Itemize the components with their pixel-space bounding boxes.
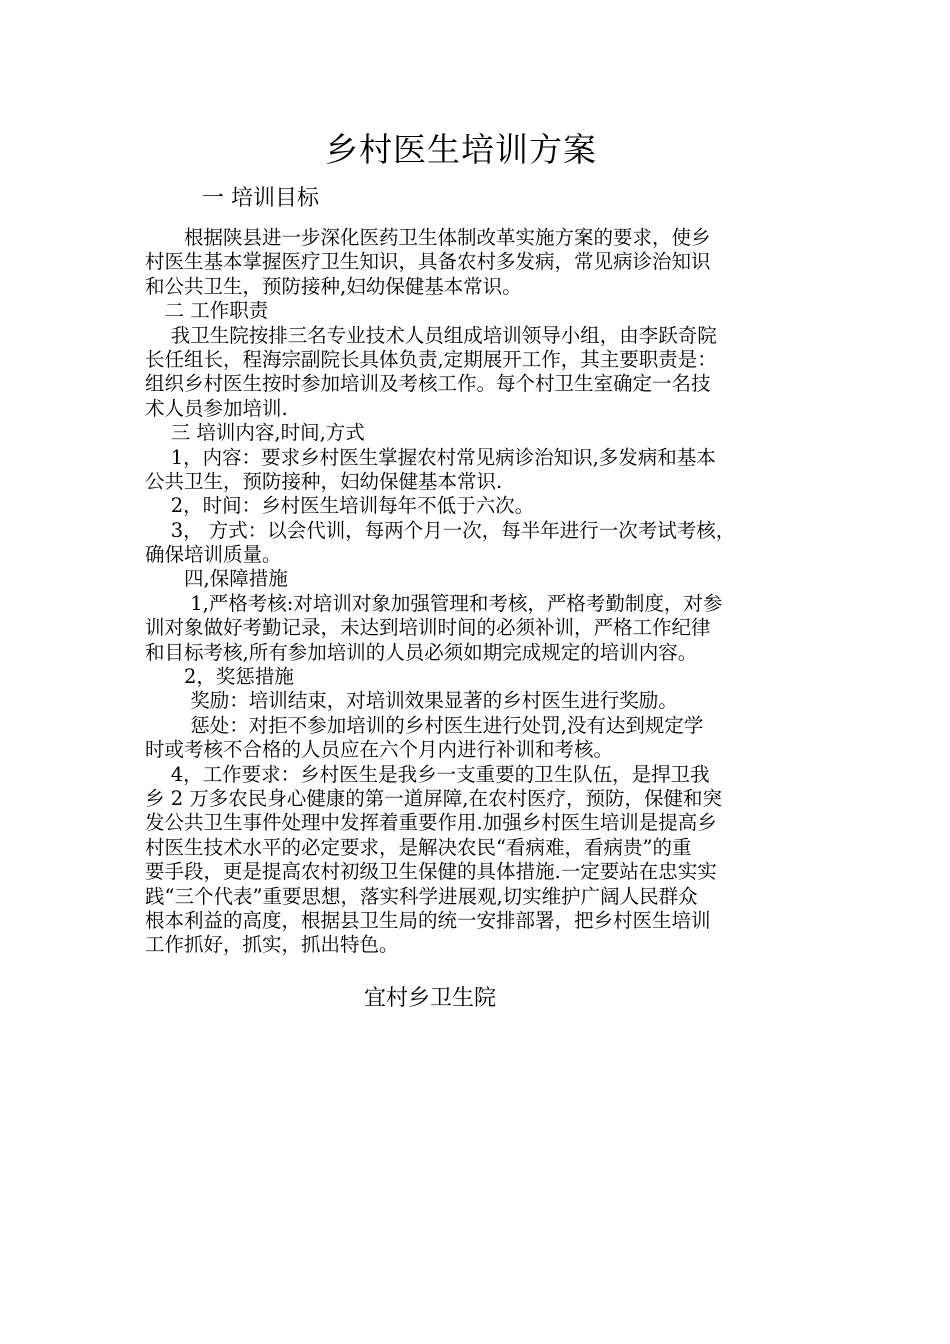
- body-line: 4，工作要求：乡村医生是我乡一支重要的卫生队伍，是捍卫我: [145, 762, 710, 786]
- body-line: 村医生基本掌握医疗卫生知识，具备农村多发病，常见病诊治知识: [145, 250, 711, 274]
- body-line: 和公共卫生，预防接种,妇幼保健基本常识。: [145, 274, 522, 298]
- body-line: 我卫生院按排三名专业技术人员组成培训领导小组，由李跃奇院: [145, 323, 717, 347]
- body-line: 组织乡村医生按时参加培训及考核工作。每个村卫生室确定一名技: [145, 372, 711, 396]
- body-line: 根本利益的高度，根据县卫生局的统一安排部署，把乡村医生培训: [145, 908, 711, 932]
- body-line: 术人员参加培训.: [145, 396, 288, 420]
- section-heading-duties: 二 工作职责: [145, 299, 269, 323]
- body-line: 1,严格考核:对培训对象加强管理和考核，严格考勤制度，对参: [145, 591, 723, 615]
- body-line: 要手段，更是提高农村初级卫生保健的具体措施.一定要站在忠实实: [145, 860, 717, 884]
- signature: 宜村乡卫生院: [364, 986, 497, 1011]
- body-line: 和目标考核,所有参加培训的人员必须如期完成规定的培训内容。: [145, 640, 698, 664]
- body-line: 确保培训质量。: [145, 543, 282, 567]
- body-line: 时或考核不合格的人员应在六个月内进行补训和考核。: [145, 738, 614, 762]
- body-line: 长任组长，程海宗副院长具体负责,定期展开工作，其主要职责是：: [145, 347, 717, 371]
- document-body: [145, 226, 815, 958]
- body-line: 2，时间：乡村医生培训每年不低于六次。: [145, 494, 535, 518]
- body-line: 根据陕县进一步深化医药卫生体制改革实施方案的要求，使乡: [145, 226, 711, 249]
- body-line: 公共卫生，预防接种，妇幼保健基本常识.: [145, 469, 503, 493]
- body-line: 践“三个代表”重要思想，落实科学进展观,切实维护广阔人民群众: [145, 884, 698, 908]
- body-line: 训对象做好考勤记录，未达到培训时间的必须补训，严格工作纪律: [145, 616, 711, 640]
- body-line: 村医生技术水平的必定要求，是解决农民“看病难，看病贵”的重: [145, 835, 692, 859]
- body-line: 惩处：对拒不参加培训的乡村医生进行处罚,没有达到规定学: [145, 713, 704, 737]
- section-heading-measures: 四,保障措施: [145, 567, 288, 591]
- body-line: 1，内容：要求乡村医生掌握农村常见病诊治知识,多发病和基本: [145, 445, 716, 469]
- subheading-rewards-penalties: 2，奖惩措施: [145, 665, 294, 689]
- document-title: 乡村医生培训方案: [325, 130, 597, 169]
- section-heading-content: 三 培训内容,时间,方式: [145, 421, 365, 445]
- section-heading-goals: 一 培训目标: [202, 186, 319, 211]
- body-line: 工作抓好，抓实，抓出特色。: [145, 933, 399, 957]
- body-line: 奖励：培训结束，对培训效果显著的乡村医生进行奖励。: [145, 689, 678, 713]
- body-line: 乡 2 万多农民身心健康的第一道屏障,在农村医疗，预防，保健和突: [145, 786, 723, 810]
- body-line: 3， 方式：以会代训，每两个月一次，每半年进行一次考试考核，: [145, 518, 736, 542]
- body-line: 发公共卫生事件处理中发挥着重要作用.加强乡村医生培训是提高乡: [145, 811, 717, 835]
